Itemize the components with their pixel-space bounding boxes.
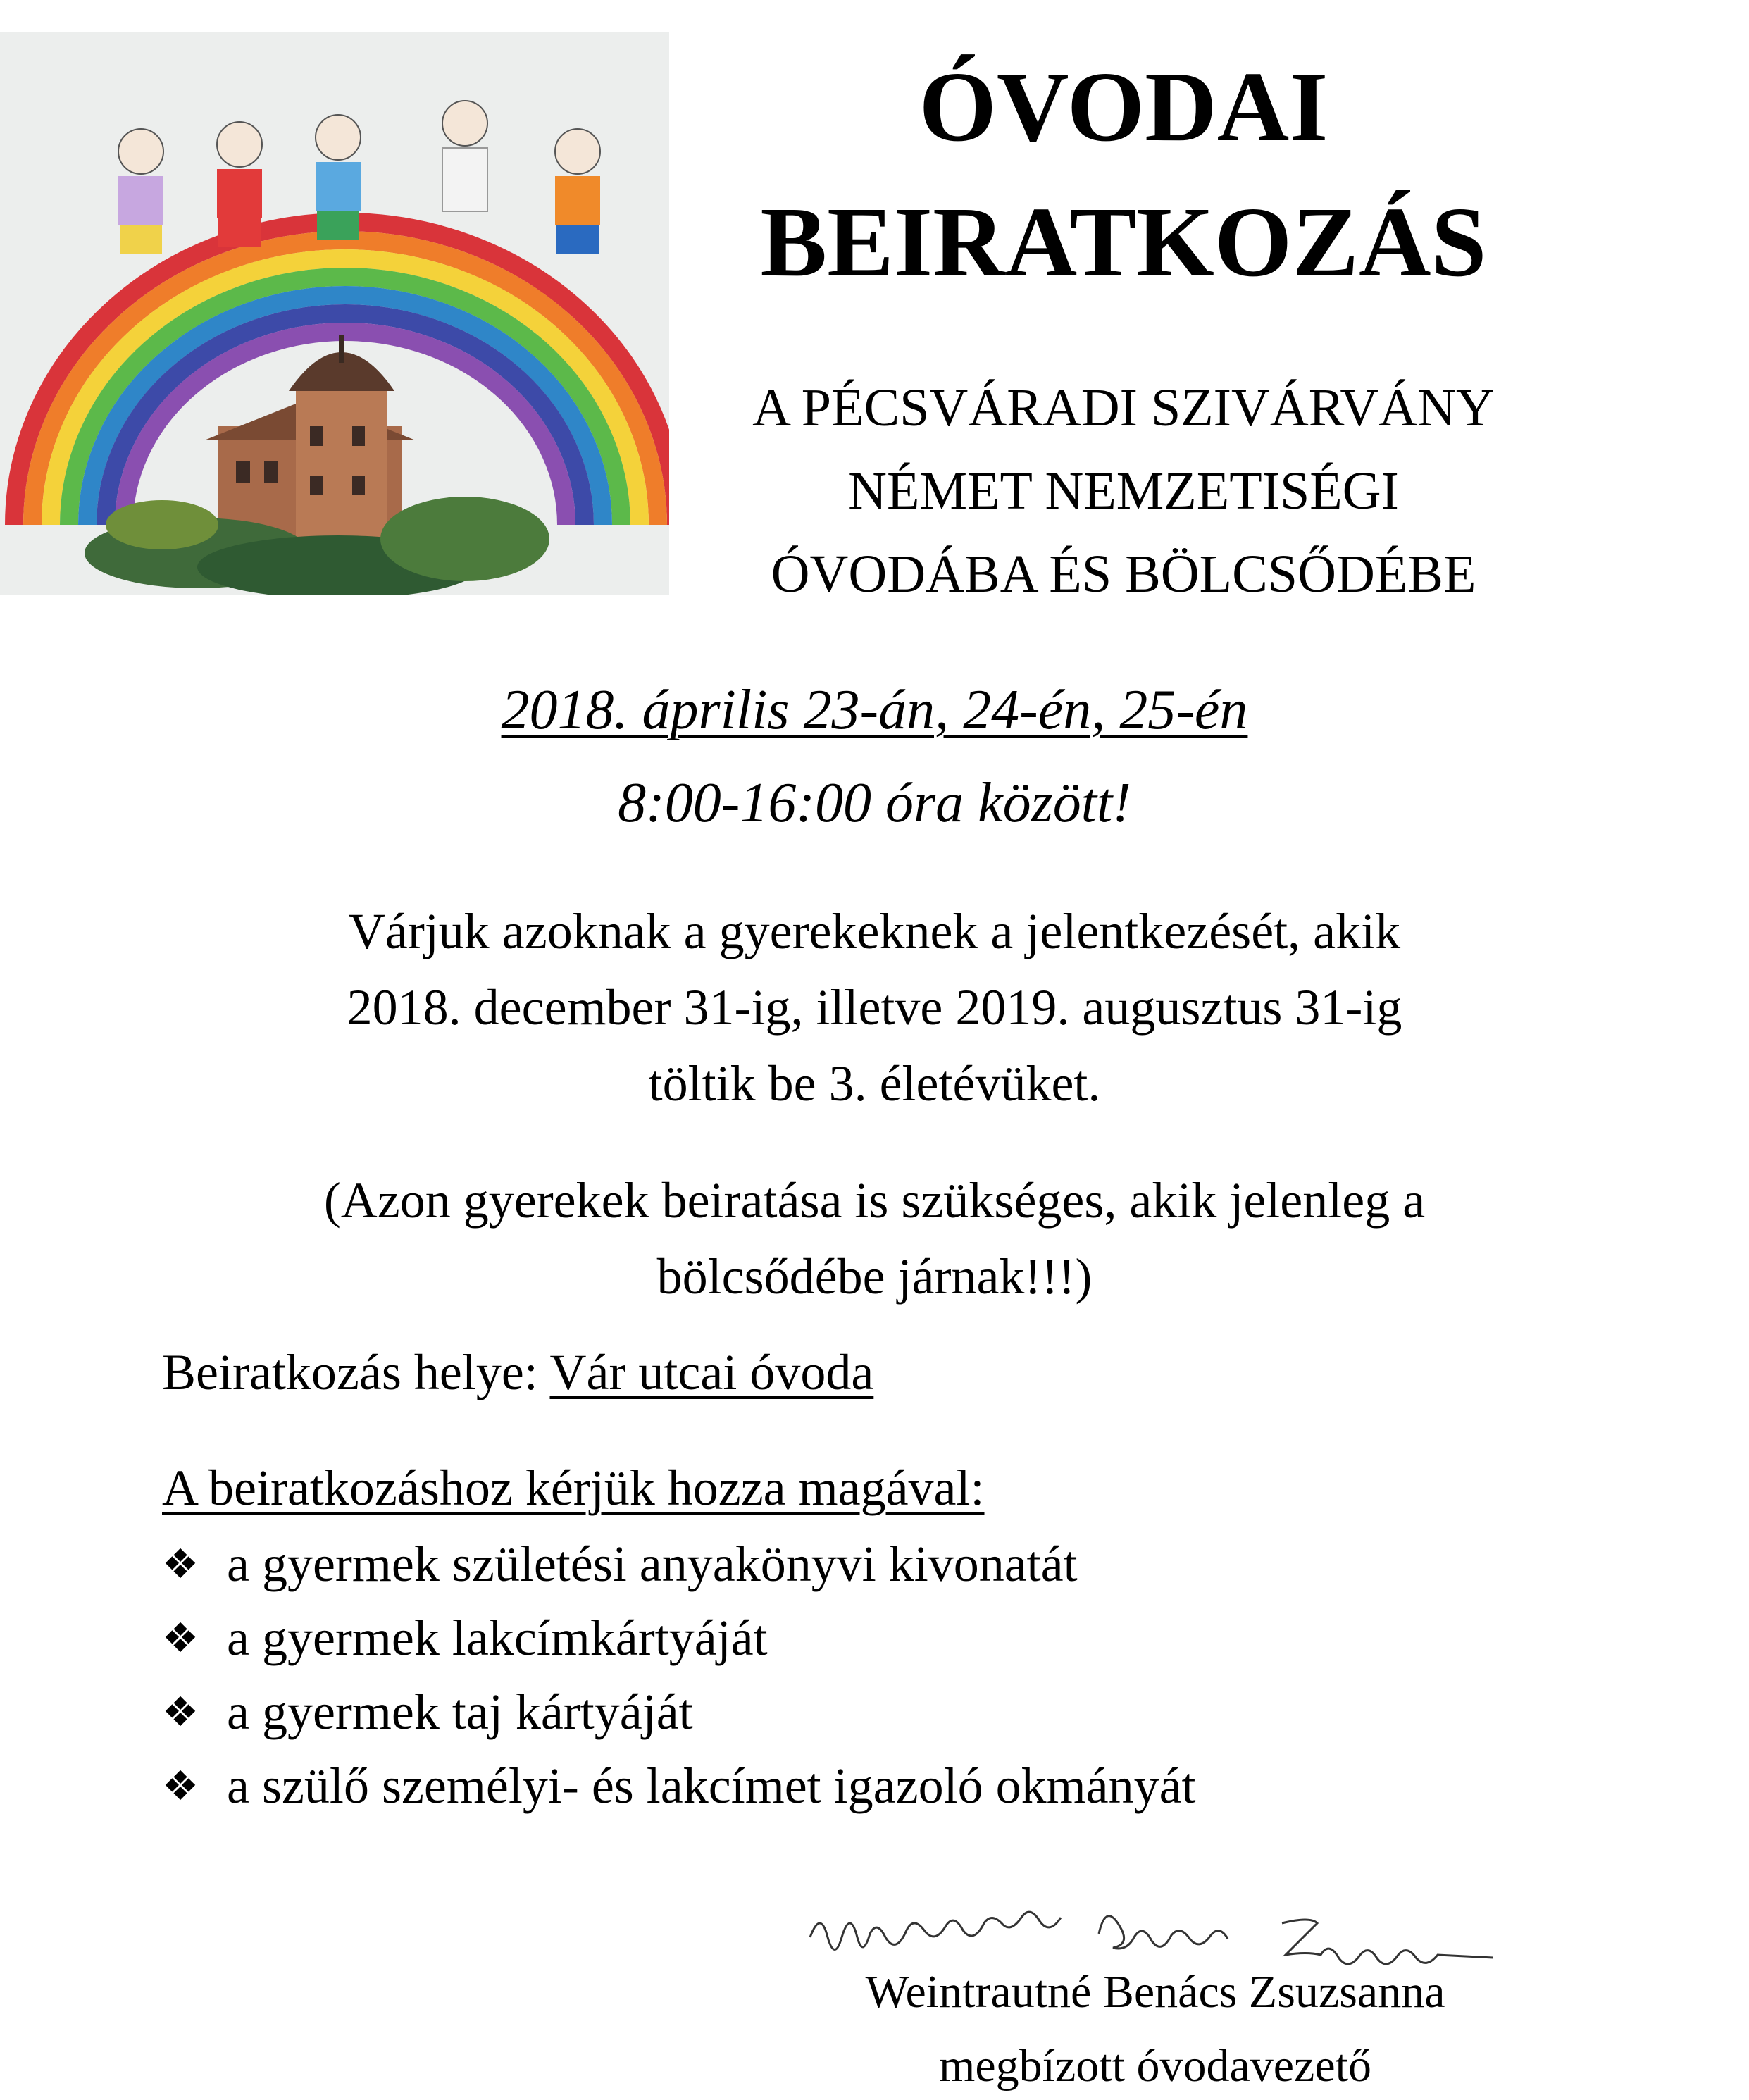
requirement-text: a szülő személyi- és lakcímet igazoló okmányát xyxy=(227,1758,1196,1814)
rainbow-children-castle-icon xyxy=(0,32,669,595)
eligibility-line-3: töltik be 3. életévüket. xyxy=(648,1055,1101,1112)
requirement-text: a gyermek taj kártyáját xyxy=(227,1684,693,1740)
rainbow-illustration xyxy=(0,32,669,595)
list-item xyxy=(162,1527,1196,1601)
requirement-text: a gyermek születési anyakönyvi kivonatát xyxy=(227,1536,1078,1592)
note-line-1: (Azon gyerekek beiratása is szükséges, akik jelenleg a xyxy=(323,1172,1426,1229)
institution-name xyxy=(683,366,1564,616)
title-line-1: ÓVODAI xyxy=(919,51,1328,162)
eligibility-paragraph xyxy=(0,893,1749,1122)
location-label: Beiratkozás helye: xyxy=(162,1344,550,1400)
subtitle-line-3: ÓVODÁBA ÉS BÖLCSŐDÉBE xyxy=(771,545,1476,604)
title-line-2: BEIRATKOZÁS xyxy=(760,186,1487,297)
enrollment-hours: 8:00-16:00 óra között! xyxy=(618,772,1131,834)
diamond-bullet-icon: ❖ xyxy=(162,1688,199,1736)
handwritten-signature xyxy=(803,1895,1493,1972)
diamond-bullet-icon: ❖ xyxy=(162,1762,199,1810)
location-value: Vár utcai óvoda xyxy=(549,1344,874,1400)
requirement-text: a gyermek lakcímkártyáját xyxy=(227,1610,768,1666)
diamond-bullet-icon: ❖ xyxy=(162,1614,199,1662)
note-paragraph xyxy=(0,1162,1749,1315)
signer-name: Weintrautné Benács Zsuzsanna xyxy=(865,1966,1445,2018)
eligibility-line-2: 2018. december 31-ig, illetve 2019. augusztus 31-ig xyxy=(347,979,1402,1036)
enrollment-dates xyxy=(0,679,1749,741)
signer-role: megbízott óvodavezető xyxy=(939,2040,1371,2092)
subtitle-line-1: A PÉCSVÁRADI SZIVÁRVÁNY xyxy=(752,378,1495,437)
requirements-heading: A beiratkozáshoz kérjük hozza magával: xyxy=(162,1460,985,1516)
list-item xyxy=(162,1675,1196,1749)
list-item xyxy=(162,1601,1196,1675)
requirements-list xyxy=(162,1527,1196,1823)
note-line-2: bölcsődébe járnak!!!) xyxy=(656,1248,1093,1305)
list-item xyxy=(162,1749,1196,1823)
eligibility-line-1: Várjuk azoknak a gyerekeknek a jelentkezését, akik xyxy=(348,903,1401,959)
subtitle-line-2: NÉMET NEMZETISÉGI xyxy=(848,461,1399,521)
diamond-bullet-icon: ❖ xyxy=(162,1540,199,1588)
enrollment-location xyxy=(162,1344,874,1400)
enrollment-dates-text: 2018. április 23-án, 24-én, 25-én xyxy=(501,679,1248,741)
